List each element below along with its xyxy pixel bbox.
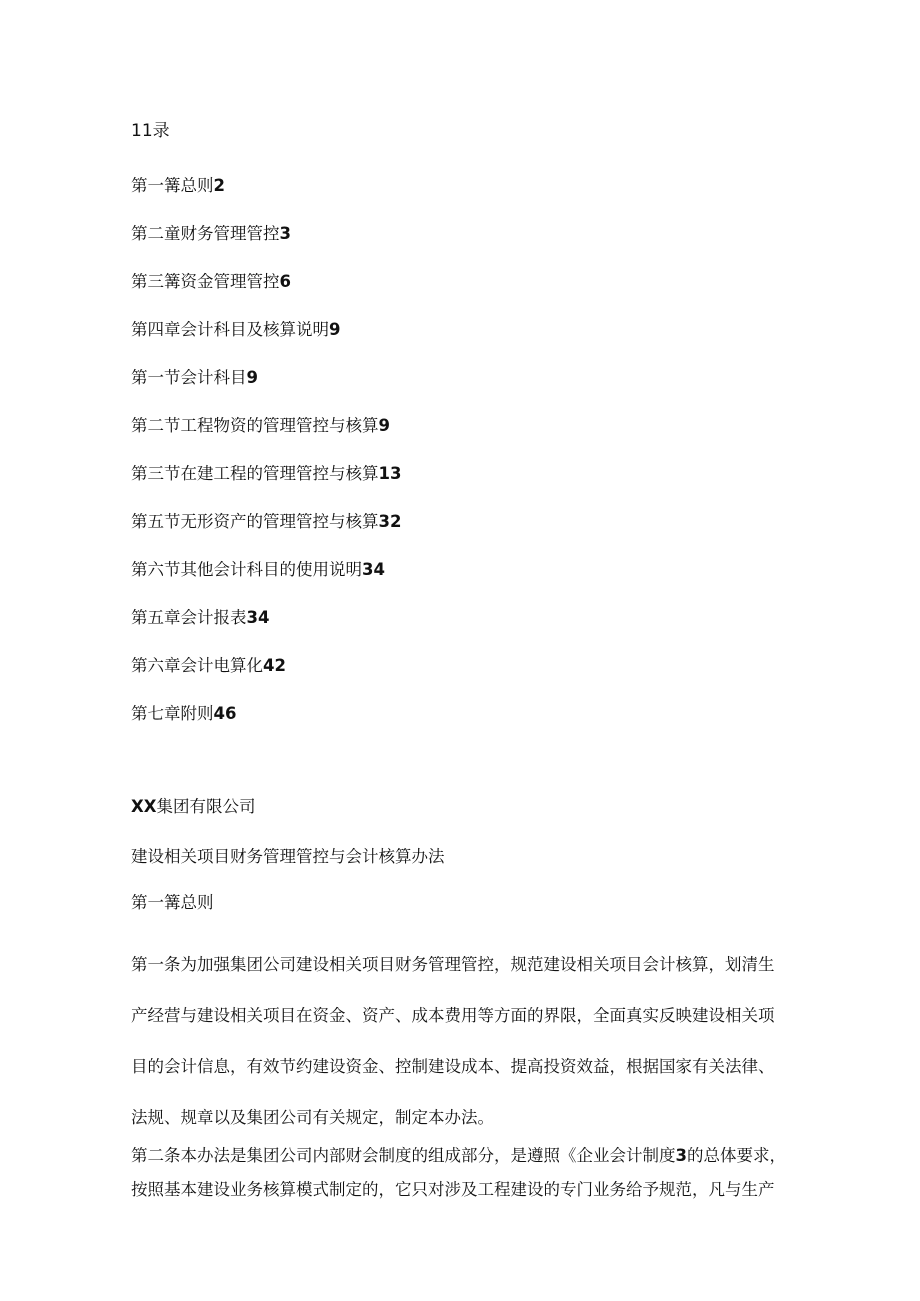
paragraph-line bbox=[131, 1139, 803, 1173]
article-2-paragraph bbox=[131, 1139, 803, 1207]
toc-entry bbox=[131, 606, 401, 654]
toc-entry-page: 34 bbox=[246, 608, 270, 627]
toc-entry bbox=[131, 366, 401, 414]
paragraph-line: 按照基本建设业务核算模式制定的，它只对涉及工程建设的专门业务给予规范，凡与生产 bbox=[131, 1180, 775, 1199]
toc-title: 11录 bbox=[131, 121, 170, 141]
paragraph-line: 目的会计信息，有效节约建设资金、控制建设成本、提高投资效益，根据国家有关法律、 bbox=[131, 1057, 775, 1076]
paragraph-text: 的总体要求， bbox=[686, 1146, 786, 1165]
toc-entry-page: 9 bbox=[329, 320, 341, 339]
toc-entry bbox=[131, 414, 401, 462]
toc-entry-page: 13 bbox=[378, 464, 402, 483]
toc-entry-label: 第二节工程物资的管理管控与核算 bbox=[131, 416, 379, 435]
article-1-paragraph bbox=[131, 939, 803, 1143]
toc-entry bbox=[131, 462, 401, 510]
toc-entry bbox=[131, 654, 401, 702]
toc-entry-label: 第五章会计报表 bbox=[131, 608, 247, 627]
chapter-heading: 第一篝总则 bbox=[131, 893, 214, 912]
toc-entry-page: 2 bbox=[213, 176, 225, 195]
company-name bbox=[131, 795, 255, 819]
document-title: 建设相关项目财务管理管控与会计核算办法 bbox=[131, 847, 445, 866]
paragraph-line: 法规、规章以及集团公司有关规定，制定本办法。 bbox=[131, 1108, 494, 1127]
toc-entry-label: 第七章附则 bbox=[131, 704, 214, 723]
toc-entry-label: 第三节在建工程的管理管控与核算 bbox=[131, 464, 379, 483]
company-name-rest: 集团有限公司 bbox=[156, 797, 256, 816]
paragraph-number: 3 bbox=[675, 1146, 687, 1165]
toc-entry-page: 32 bbox=[378, 512, 402, 531]
toc-entry-page: 3 bbox=[279, 224, 291, 243]
table-of-contents bbox=[131, 174, 401, 750]
toc-entry-page: 9 bbox=[246, 368, 258, 387]
toc-entry bbox=[131, 702, 401, 750]
toc-entry bbox=[131, 270, 401, 318]
toc-entry bbox=[131, 510, 401, 558]
company-name-prefix: XX bbox=[131, 797, 157, 816]
toc-entry-label: 第四章会计科目及核算说明 bbox=[131, 320, 329, 339]
toc-entry bbox=[131, 222, 401, 270]
toc-entry-label: 第三篝资金管理管控 bbox=[131, 272, 280, 291]
toc-entry-label: 第二童财务管理管控 bbox=[131, 224, 280, 243]
toc-entry-page: 42 bbox=[263, 656, 286, 675]
toc-entry bbox=[131, 558, 401, 606]
toc-entry-label: 第五节无形资产的管理管控与核算 bbox=[131, 512, 379, 531]
toc-entry-page: 9 bbox=[378, 416, 390, 435]
toc-entry bbox=[131, 318, 401, 366]
toc-entry-page: 6 bbox=[279, 272, 291, 291]
toc-entry-label: 第六节其他会计科目的使用说明 bbox=[131, 560, 362, 579]
paragraph-text: 第二条本办法是集团公司内部财会制度的组成部分，是遵照《企业会计制度 bbox=[131, 1146, 676, 1165]
paragraph-line: 第一条为加强集团公司建设相关项目财务管理管控，规范建设相关项目会计核算，划清生 bbox=[131, 955, 775, 974]
toc-entry-label: 第一篝总则 bbox=[131, 176, 214, 195]
toc-entry-label: 第一节会计科目 bbox=[131, 368, 247, 387]
paragraph-line: 产经营与建设相关项目在资金、资产、成本费用等方面的界限，全面真实反映建设相关项 bbox=[131, 1006, 775, 1025]
toc-entry-page: 34 bbox=[362, 560, 385, 579]
toc-entry-label: 第六章会计电算化 bbox=[131, 656, 263, 675]
toc-entry-page: 46 bbox=[213, 704, 237, 723]
toc-entry bbox=[131, 174, 401, 222]
